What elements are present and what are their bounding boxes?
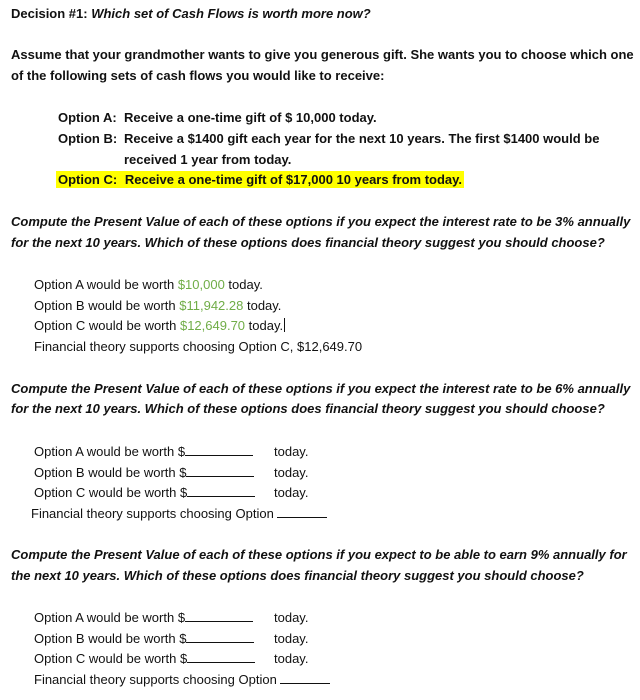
q2-conclusion-blank[interactable] bbox=[277, 505, 327, 518]
q2-conclusion bbox=[31, 505, 327, 522]
q1-prompt-line-2: for the next 10 years. Which of these options does financial theory suggest you should choose? bbox=[11, 235, 605, 250]
q1-c-suffix: today. bbox=[245, 318, 284, 333]
q1-a-value: $10,000 bbox=[177, 277, 225, 292]
q1-b-suffix: today. bbox=[243, 298, 282, 313]
q2-c-prefix: Option C would be worth $ bbox=[34, 485, 188, 500]
q2-answer-c bbox=[34, 484, 255, 501]
q3-prompt-line-1: Compute the Present Value of each of these options if you expect to be able to earn 9% annually for bbox=[11, 547, 627, 562]
q1-conclusion: Financial theory supports choosing Option C, $12,649.70 bbox=[34, 339, 363, 354]
q2-prompt-line-2: for the next 10 years. Which of these options does financial theory suggest you should choose? bbox=[11, 401, 605, 416]
q3-conclusion-text: Financial theory supports choosing Option bbox=[34, 672, 277, 687]
q2-answer-b bbox=[34, 464, 254, 481]
q3-conclusion bbox=[34, 671, 330, 688]
q2-c-blank[interactable] bbox=[187, 484, 255, 497]
q3-a-prefix: Option A would be worth $ bbox=[34, 610, 186, 625]
q3-c-prefix: Option C would be worth $ bbox=[34, 651, 188, 666]
option-a-label: Option A: bbox=[58, 110, 117, 125]
q2-answer-a bbox=[34, 443, 253, 460]
q3-a-suffix: today. bbox=[274, 610, 309, 625]
q3-c-suffix: today. bbox=[274, 651, 309, 666]
q3-c-blank[interactable] bbox=[187, 650, 255, 663]
intro-line-2: of the following sets of cash flows you would like to receive: bbox=[11, 68, 385, 83]
option-b-text-2: received 1 year from today. bbox=[124, 152, 292, 167]
q3-prompt-line-2: the next 10 years. Which of these options does financial theory suggest you should choose? bbox=[11, 568, 584, 583]
q1-b-value: $11,942.28 bbox=[179, 298, 244, 313]
q1-c-value: $12,649.70 bbox=[179, 318, 246, 333]
q2-a-suffix: today. bbox=[274, 444, 309, 459]
option-b-row bbox=[58, 130, 600, 147]
q1-a-suffix: today. bbox=[224, 277, 263, 292]
intro-line-1: Assume that your grandmother wants to give you generous gift. She wants you to choose which one bbox=[11, 47, 634, 62]
q3-answer-c bbox=[34, 650, 255, 667]
q2-a-blank[interactable] bbox=[185, 443, 253, 456]
q3-b-prefix: Option B would be worth $ bbox=[34, 631, 187, 646]
decision-prefix: Decision #1: bbox=[11, 6, 88, 21]
option-c-row-highlighted bbox=[56, 171, 464, 188]
q3-a-blank[interactable] bbox=[185, 609, 253, 622]
q2-c-suffix: today. bbox=[274, 485, 309, 500]
q2-conclusion-text: Financial theory supports choosing Option bbox=[31, 506, 274, 521]
q1-a-prefix: Option A would be worth bbox=[34, 277, 178, 292]
q1-c-prefix: Option C would be worth bbox=[34, 318, 180, 333]
decision-question: Which set of Cash Flows is worth more now? bbox=[91, 6, 371, 21]
text-cursor bbox=[284, 318, 285, 332]
q1-answer-b bbox=[34, 297, 281, 314]
option-c-text: Receive a one-time gift of $17,000 10 years from today. bbox=[124, 172, 463, 187]
q3-answer-b bbox=[34, 630, 254, 647]
q2-b-suffix: today. bbox=[274, 465, 309, 480]
option-a-row bbox=[58, 109, 377, 126]
option-b-label: Option B: bbox=[58, 131, 118, 146]
decision-heading bbox=[11, 5, 371, 22]
q1-prompt-line-1: Compute the Present Value of each of these options if you expect the interest rate to be 3% annually bbox=[11, 214, 631, 229]
q2-a-prefix: Option A would be worth $ bbox=[34, 444, 186, 459]
q2-b-blank[interactable] bbox=[186, 464, 254, 477]
option-b-text: Receive a $1400 gift each year for the next 10 years. The first $1400 would be bbox=[124, 131, 600, 146]
option-a-text: Receive a one-time gift of $ 10,000 today. bbox=[124, 110, 377, 125]
q2-b-prefix: Option B would be worth $ bbox=[34, 465, 187, 480]
q3-b-blank[interactable] bbox=[186, 630, 254, 643]
q1-b-prefix: Option B would be worth bbox=[34, 298, 180, 313]
option-c-label: Option C: bbox=[58, 172, 118, 187]
q1-answer-a bbox=[34, 276, 263, 293]
q2-prompt-line-1: Compute the Present Value of each of these options if you expect the interest rate to be 6% annually bbox=[11, 381, 631, 396]
q3-b-suffix: today. bbox=[274, 631, 309, 646]
q1-answer-c bbox=[34, 317, 285, 334]
q3-answer-a bbox=[34, 609, 253, 626]
q3-conclusion-blank[interactable] bbox=[280, 671, 330, 684]
